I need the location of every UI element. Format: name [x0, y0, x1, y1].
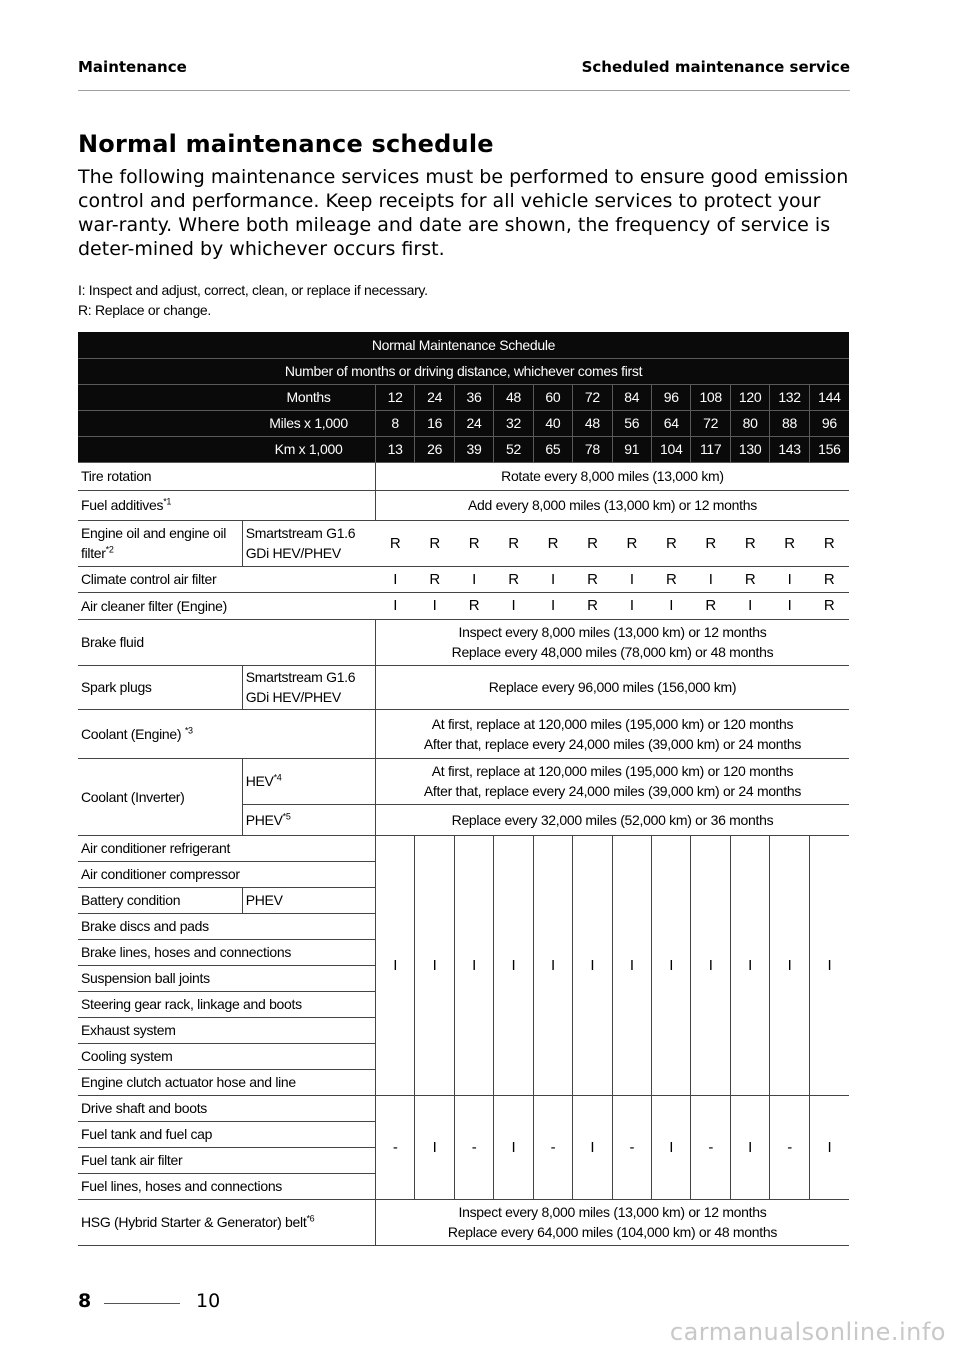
interval-value: 80	[730, 410, 769, 436]
interval-value: 60	[533, 384, 572, 410]
item-tire-rotation: Tire rotation	[78, 462, 375, 490]
interval-label: Miles x 1,000	[242, 410, 375, 436]
footnote-marker: *1	[163, 496, 172, 507]
interval-value: 26	[415, 436, 454, 462]
inspect-group-cell: I	[375, 835, 414, 1095]
climate-filter-cell: R	[730, 566, 769, 592]
climate-filter-cell: R	[652, 566, 691, 592]
hsg-belt-value: Inspect every 8,000 miles (13,000 km) or 12 months Replace every 64,000 miles (104,000 km) or 48 months	[375, 1199, 849, 1245]
interval-value: 24	[454, 410, 493, 436]
inspect-item: Engine clutch actuator hose and line	[78, 1069, 375, 1095]
engine-oil-variant: Smartstream G1.6 GDi HEV/PHEV	[242, 520, 375, 566]
alt-group-cell: -	[770, 1095, 809, 1199]
inspect-group-cell: I	[415, 835, 454, 1095]
interval-value: 104	[652, 436, 691, 462]
inspect-group-cell: I	[454, 835, 493, 1095]
footnote-marker: *5	[282, 810, 291, 821]
interval-value: 144	[809, 384, 849, 410]
footnote-marker: *2	[105, 544, 114, 555]
page-number-divider	[104, 1303, 180, 1304]
legend-replace: R: Replace or change.	[78, 302, 212, 318]
interval-value: 36	[454, 384, 493, 410]
alt-item: Fuel tank air filter	[78, 1147, 375, 1173]
alt-group-cell: -	[612, 1095, 651, 1199]
climate-filter-cell: I	[454, 566, 493, 592]
air-cleaner-cell: I	[652, 592, 691, 619]
engine-oil-cell: R	[533, 520, 572, 566]
air-cleaner-cell: R	[454, 592, 493, 619]
inspect-group-cell: I	[691, 835, 730, 1095]
inspect-group-cell: I	[770, 835, 809, 1095]
alt-item: Fuel tank and fuel cap	[78, 1121, 375, 1147]
interval-value: 32	[494, 410, 533, 436]
coolant-inverter-hev: HEV$^{*4}$	[242, 758, 375, 804]
engine-oil-cell: R	[691, 520, 730, 566]
engine-oil-cell: R	[730, 520, 769, 566]
interval-value: 12	[375, 384, 414, 410]
alt-group-cell: I	[730, 1095, 769, 1199]
inspect-item: Air conditioner refrigerant	[78, 835, 375, 861]
air-cleaner-cell: R	[809, 592, 849, 619]
interval-value: 96	[652, 384, 691, 410]
interval-value: 40	[533, 410, 572, 436]
air-cleaner-cell: I	[770, 592, 809, 619]
alt-group-cell: -	[375, 1095, 414, 1199]
alt-item: Drive shaft and boots	[78, 1095, 375, 1121]
interval-value: 84	[612, 384, 651, 410]
footnote-marker: *4	[273, 772, 282, 783]
inspect-group-cell: I	[533, 835, 572, 1095]
page-subnumber: 10	[196, 1290, 221, 1312]
inspect-item: Brake discs and pads	[78, 913, 375, 939]
fuel-additives-value: Add every 8,000 miles (13,000 km) or 12 months	[375, 490, 849, 520]
interval-value: 132	[770, 384, 809, 410]
alt-group-cell: I	[573, 1095, 612, 1199]
inspect-item: Battery condition	[78, 887, 242, 913]
item-brake-fluid: Brake fluid	[78, 619, 375, 665]
engine-oil-cell: R	[494, 520, 533, 566]
interval-value: 117	[691, 436, 730, 462]
coolant-engine-value: At first, replace at 120,000 miles (195,000 km) or 120 months After that, replace every 24,000 miles (39,000 km) or 24 months	[375, 709, 849, 758]
interval-label: Months	[242, 384, 375, 410]
climate-filter-cell: I	[533, 566, 572, 592]
interval-value: 8	[375, 410, 414, 436]
item-coolant-engine: Coolant (Engine) $^{*3}$	[78, 709, 375, 758]
inspect-item: Brake lines, hoses and connections	[78, 939, 375, 965]
climate-filter-cell: R	[809, 566, 849, 592]
interval-value: 91	[612, 436, 651, 462]
footnote-marker: *6	[306, 1213, 315, 1224]
item-engine-oil: Engine oil and engine oil filter$^{*2}$	[78, 520, 242, 566]
climate-filter-cell: R	[573, 566, 612, 592]
coolant-inverter-hev-value: At first, replace at 120,000 miles (195,000 km) or 120 months After that, replace every 24,000 miles (39,000 km) or 24 months	[375, 758, 849, 804]
maintenance-schedule-table	[78, 332, 849, 1246]
tire-rotation-value: Rotate every 8,000 miles (13,000 km)	[375, 462, 849, 490]
interval-value: 52	[494, 436, 533, 462]
interval-value: 24	[415, 384, 454, 410]
table-subtitle: Number of months or driving distance, whichever comes first	[78, 358, 849, 384]
header-divider	[78, 90, 850, 91]
coolant-inverter-phev-value: Replace every 32,000 miles (52,000 km) or 36 months	[375, 804, 849, 835]
interval-value: 64	[652, 410, 691, 436]
spark-plugs-variant: Smartstream G1.6 GDi HEV/PHEV	[242, 665, 375, 709]
section-header: Maintenance	[78, 58, 187, 76]
alt-group-cell: I	[494, 1095, 533, 1199]
engine-oil-cell: R	[770, 520, 809, 566]
engine-oil-cell: R	[415, 520, 454, 566]
climate-filter-cell: I	[612, 566, 651, 592]
interval-value: 96	[809, 410, 849, 436]
interval-value: 72	[573, 384, 612, 410]
interval-value: 72	[691, 410, 730, 436]
inspect-item: Cooling system	[78, 1043, 375, 1069]
inspect-group-cell: I	[494, 835, 533, 1095]
inspect-item: Air conditioner compressor	[78, 861, 375, 887]
engine-oil-cell: R	[809, 520, 849, 566]
interval-value: 143	[770, 436, 809, 462]
watermark: carmanualsonline.info	[669, 1318, 946, 1346]
interval-value: 56	[612, 410, 651, 436]
item-hsg-belt: HSG (Hybrid Starter & Generator) belt$^{*6}$	[78, 1199, 375, 1245]
inspect-group-cell: I	[612, 835, 651, 1095]
interval-value: 48	[573, 410, 612, 436]
item-coolant-inverter: Coolant (Inverter)	[78, 758, 242, 835]
intro-paragraph: The following maintenance services must be performed to ensure good emission control and performance. Keep receipts for all vehicle services to protect your war-ranty. Where both mileage and date are shown, the frequency of service is deter-mined by whichever occurs first.	[78, 166, 849, 260]
engine-oil-cell: R	[375, 520, 414, 566]
alt-group-cell: I	[415, 1095, 454, 1199]
alt-group-cell: -	[691, 1095, 730, 1199]
topic-header: Scheduled maintenance service	[581, 58, 850, 76]
item-climate-filter: Climate control air filter	[78, 566, 375, 592]
air-cleaner-cell: I	[415, 592, 454, 619]
interval-value: 13	[375, 436, 414, 462]
brake-fluid-value: Inspect every 8,000 miles (13,000 km) or 12 months Replace every 48,000 miles (78,000 km) or 48 months	[375, 619, 849, 665]
alt-group-cell: -	[454, 1095, 493, 1199]
engine-oil-cell: R	[573, 520, 612, 566]
legend-inspect: I: Inspect and adjust, correct, clean, or replace if necessary.	[78, 282, 428, 298]
air-cleaner-cell: R	[691, 592, 730, 619]
inspect-group-cell: I	[730, 835, 769, 1095]
alt-group-cell: I	[652, 1095, 691, 1199]
interval-label: Km x 1,000	[242, 436, 375, 462]
interval-value: 120	[730, 384, 769, 410]
alt-item: Fuel lines, hoses and connections	[78, 1173, 375, 1199]
climate-filter-cell: I	[770, 566, 809, 592]
interval-value: 65	[533, 436, 572, 462]
page-title: Normal maintenance schedule	[78, 130, 494, 158]
air-cleaner-cell: R	[573, 592, 612, 619]
climate-filter-cell: I	[375, 566, 414, 592]
interval-value: 16	[415, 410, 454, 436]
interval-value: 108	[691, 384, 730, 410]
alt-group-cell: I	[809, 1095, 849, 1199]
climate-filter-cell: I	[691, 566, 730, 592]
inspect-item: Steering gear rack, linkage and boots	[78, 991, 375, 1017]
air-cleaner-cell: I	[730, 592, 769, 619]
interval-value: 88	[770, 410, 809, 436]
climate-filter-cell: R	[494, 566, 533, 592]
inspect-item: Suspension ball joints	[78, 965, 375, 991]
inspect-group-cell: I	[652, 835, 691, 1095]
page-number: 8	[78, 1290, 92, 1312]
air-cleaner-cell: I	[375, 592, 414, 619]
table-title: Normal Maintenance Schedule	[78, 332, 849, 358]
air-cleaner-cell: I	[533, 592, 572, 619]
battery-variant: PHEV	[242, 887, 375, 913]
air-cleaner-cell: I	[612, 592, 651, 619]
inspect-group-cell: I	[573, 835, 612, 1095]
interval-value: 48	[494, 384, 533, 410]
interval-value: 78	[573, 436, 612, 462]
alt-group-cell: -	[533, 1095, 572, 1199]
spark-plugs-value: Replace every 96,000 miles (156,000 km)	[375, 665, 849, 709]
coolant-inverter-phev: PHEV$^{*5}$	[242, 804, 375, 835]
interval-value: 156	[809, 436, 849, 462]
interval-value: 130	[730, 436, 769, 462]
item-spark-plugs: Spark plugs	[78, 665, 242, 709]
inspect-group-cell: I	[809, 835, 849, 1095]
climate-filter-cell: R	[415, 566, 454, 592]
inspect-item: Exhaust system	[78, 1017, 375, 1043]
footnote-marker: *3	[184, 724, 193, 735]
item-fuel-additives: Fuel additives$^{*1}$	[78, 490, 375, 520]
engine-oil-cell: R	[454, 520, 493, 566]
item-air-cleaner: Air cleaner filter (Engine)	[78, 592, 375, 619]
air-cleaner-cell: I	[494, 592, 533, 619]
interval-value: 39	[454, 436, 493, 462]
engine-oil-cell: R	[652, 520, 691, 566]
engine-oil-cell: R	[612, 520, 651, 566]
